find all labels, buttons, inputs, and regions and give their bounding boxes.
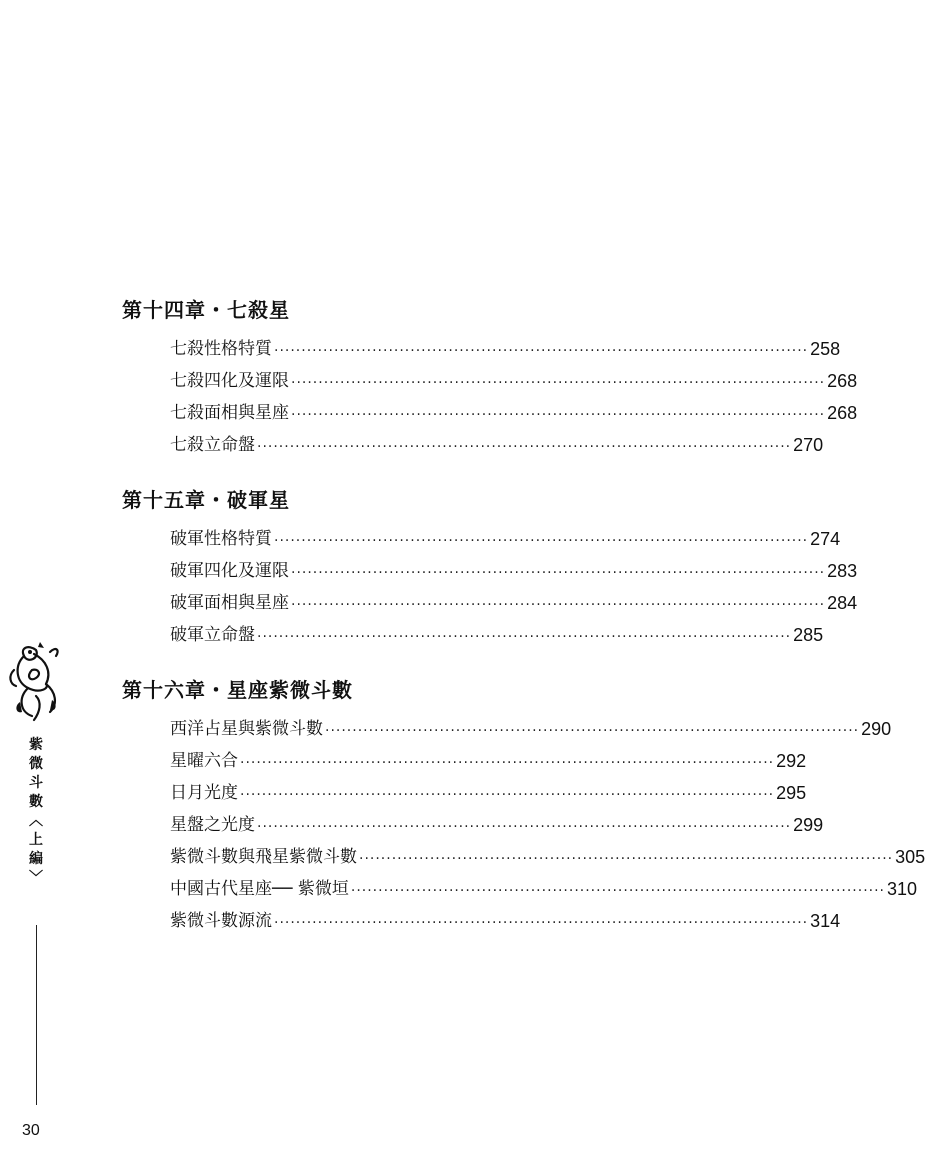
title-char: 斗	[29, 775, 43, 791]
entry-title: 七殺四化及運限	[170, 371, 289, 391]
entry-title: 破軍性格特質	[170, 529, 272, 549]
entry-page-number: 314	[810, 911, 841, 931]
entry-page-number: 268	[827, 371, 858, 391]
toc-entry[interactable]	[170, 582, 858, 614]
dot-leader: ··································································································	[274, 915, 809, 931]
toc-entry[interactable]	[170, 518, 841, 550]
toc-entry[interactable]	[170, 868, 918, 900]
title-char: ︿	[29, 813, 43, 829]
entry-page-number: 295	[776, 783, 807, 803]
toc-entry[interactable]	[170, 772, 807, 804]
toc-entry[interactable]	[170, 836, 925, 868]
chapter-title: 第十四章・七殺星	[122, 298, 290, 322]
entry-page-number: 284	[827, 593, 858, 613]
entry-title: 星盤之光度	[170, 815, 255, 835]
chapter-14	[122, 296, 858, 456]
title-char: 紫	[29, 737, 43, 753]
entry-page-number: 305	[895, 847, 925, 867]
toc-entry[interactable]	[170, 360, 858, 392]
entry-title: 西洋占星與紫微斗數	[170, 719, 323, 739]
toc-entry[interactable]	[170, 392, 858, 424]
title-char: ﹀	[29, 870, 43, 886]
vertical-divider	[36, 925, 37, 1105]
dot-leader: ··································································································	[274, 533, 809, 549]
dot-leader: ··································································································	[291, 565, 826, 581]
entry-title: 紫微斗數源流	[170, 911, 272, 931]
dot-leader: ··································································································	[257, 629, 792, 645]
entry-title: 破軍面相與星座	[170, 593, 289, 613]
entry-title: 七殺立命盤	[170, 435, 255, 455]
entry-title: 日月光度	[170, 783, 238, 803]
title-char: 微	[29, 756, 43, 772]
vertical-book-title	[26, 736, 46, 888]
title-char: 數	[29, 794, 43, 810]
dot-leader: ··································································································	[291, 597, 826, 613]
entry-page-number: 274	[810, 529, 841, 549]
dot-leader: ··································································································	[325, 723, 860, 739]
dot-leader: ··································································································	[240, 755, 775, 771]
entry-page-number: 299	[793, 815, 824, 835]
phoenix-emblem-icon	[6, 640, 64, 726]
dot-leader: ··································································································	[291, 407, 826, 423]
toc-entry[interactable]	[170, 740, 807, 772]
chapter-title: 第十六章・星座紫微斗數	[122, 678, 353, 702]
chapter-15	[122, 486, 858, 646]
entry-page-number: 292	[776, 751, 807, 771]
entry-title: 破軍立命盤	[170, 625, 255, 645]
dot-leader: ··································································································	[274, 343, 809, 359]
table-of-contents	[122, 296, 925, 962]
title-char: 上	[29, 832, 43, 848]
toc-entry[interactable]	[170, 614, 824, 646]
chapter-title: 第十五章・破軍星	[122, 488, 290, 512]
chapter-16	[122, 676, 925, 932]
dot-leader: ··································································································	[291, 375, 826, 391]
entry-title: 中國古代星座── 紫微垣	[170, 879, 349, 899]
page-number: 30	[22, 1122, 40, 1139]
toc-entry[interactable]	[170, 550, 858, 582]
toc-entry[interactable]	[170, 424, 824, 456]
dot-leader: ··································································································	[257, 819, 792, 835]
toc-entry[interactable]	[170, 804, 824, 836]
dot-leader: ··································································································	[240, 787, 775, 803]
entry-page-number: 310	[887, 879, 918, 899]
entry-page-number: 283	[827, 561, 858, 581]
entry-page-number: 285	[793, 625, 824, 645]
entry-page-number: 268	[827, 403, 858, 423]
toc-entry[interactable]	[170, 900, 841, 932]
entry-page-number: 290	[861, 719, 892, 739]
dot-leader: ··································································································	[257, 439, 792, 455]
toc-entry[interactable]	[170, 328, 841, 360]
entry-page-number: 270	[793, 435, 824, 455]
dot-leader: ··································································································	[350, 883, 885, 899]
toc-entry[interactable]	[170, 708, 892, 740]
entry-page-number: 258	[810, 339, 841, 359]
title-char: 編	[29, 851, 43, 867]
entry-title: 破軍四化及運限	[170, 561, 289, 581]
entry-title: 星曜六合	[170, 751, 238, 771]
entry-title: 七殺面相與星座	[170, 403, 289, 423]
dot-leader: ··································································································	[359, 851, 894, 867]
entry-title: 七殺性格特質	[170, 339, 272, 359]
entry-title: 紫微斗數與飛星紫微斗數	[170, 847, 357, 867]
